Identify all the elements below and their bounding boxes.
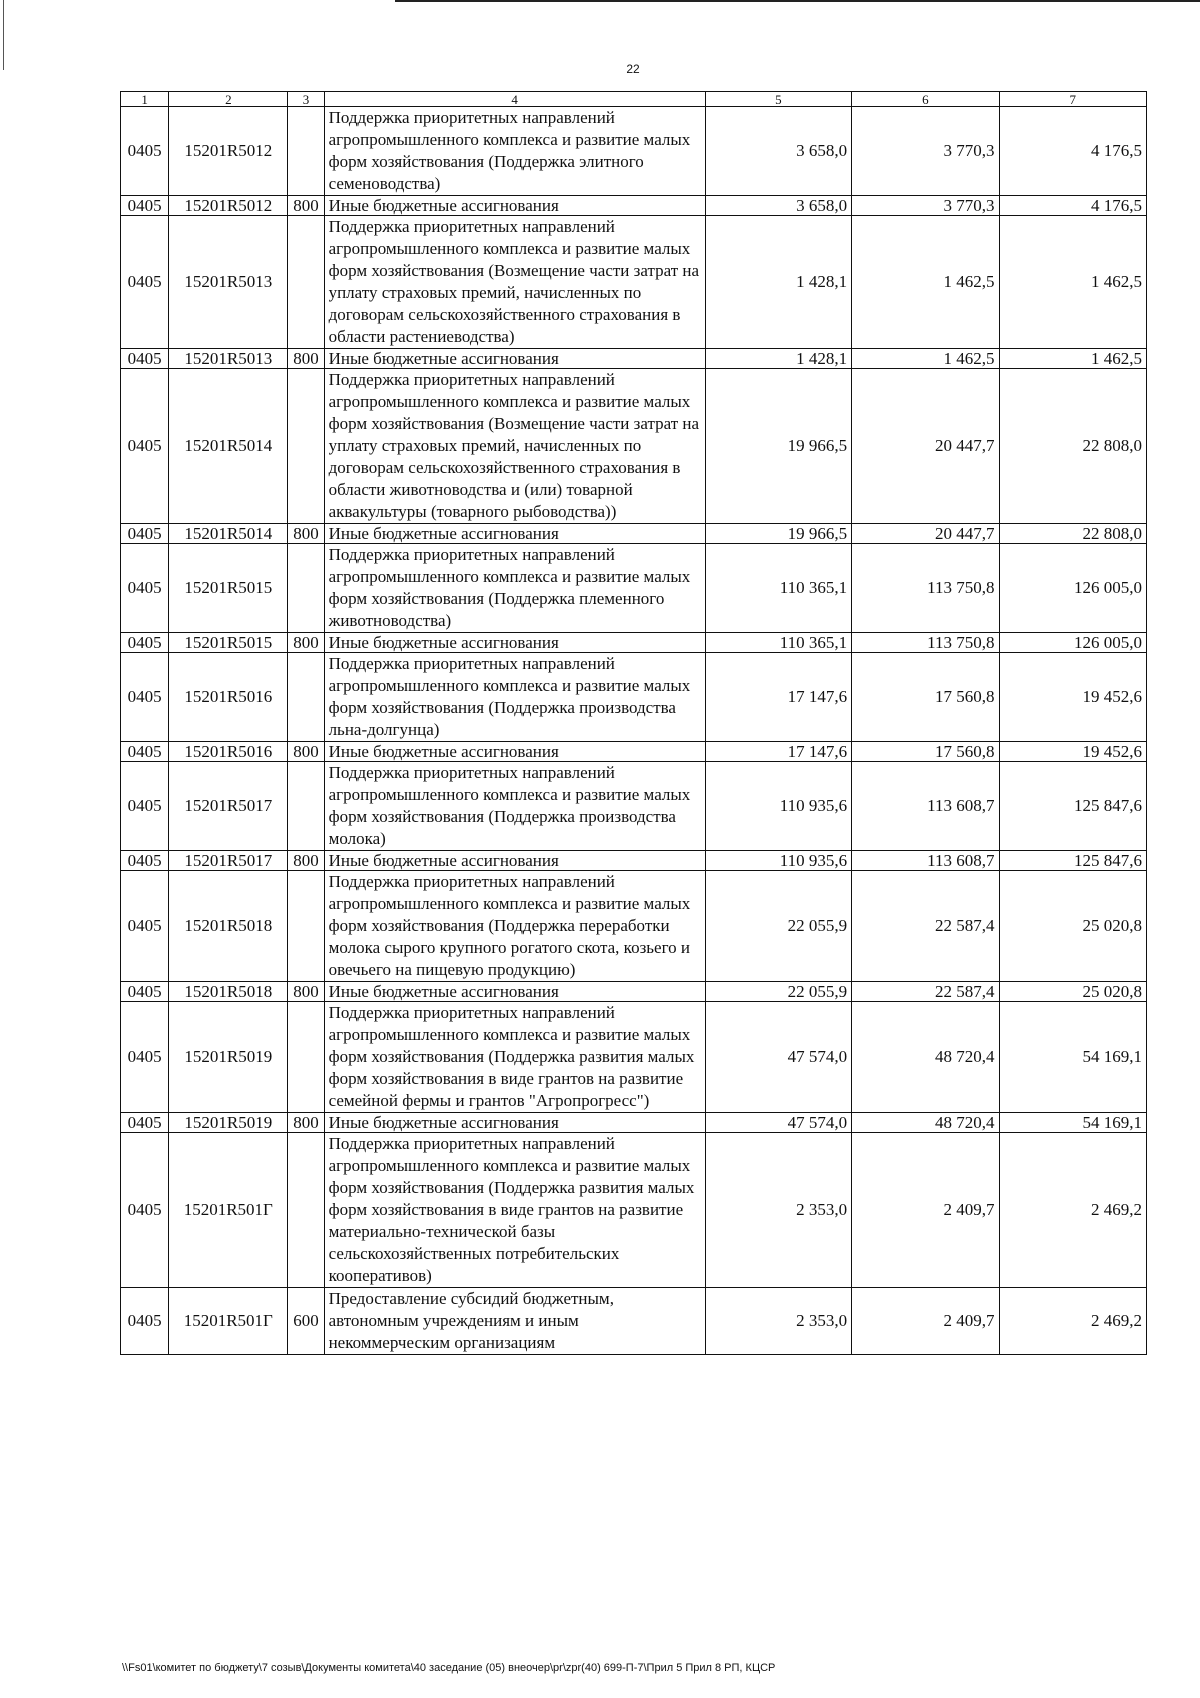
item-description: Иные бюджетные ассигнования: [324, 1113, 705, 1133]
column-header: 6: [852, 92, 999, 107]
target-article-code: 15201R5018: [169, 871, 288, 982]
column-header: 7: [999, 92, 1146, 107]
amount-col6: 113 750,8: [852, 633, 999, 653]
section-code: 0405: [121, 871, 169, 982]
target-article-code: 15201R5015: [169, 544, 288, 633]
section-code: 0405: [121, 1133, 169, 1288]
table-row: [121, 1113, 1147, 1133]
amount-col5: 1 428,1: [705, 216, 851, 349]
amount-col7: 125 847,6: [999, 762, 1146, 851]
amount-col5: 19 966,5: [705, 524, 851, 544]
budget-table: [120, 91, 1147, 1355]
section-code: 0405: [121, 742, 169, 762]
section-code: 0405: [121, 1002, 169, 1113]
section-code: 0405: [121, 196, 169, 216]
target-article-code: 15201R5015: [169, 633, 288, 653]
amount-col5: 17 147,6: [705, 742, 851, 762]
item-description: Поддержка приоритетных направлений агропромышленного комплекса и развитие малых форм хозяйствования (Поддержка производства льна-долгунца): [324, 653, 705, 742]
amount-col6: 2 409,7: [852, 1288, 999, 1355]
expense-type-code: 600: [288, 1288, 324, 1355]
section-code: 0405: [121, 1288, 169, 1355]
amount-col6: 113 608,7: [852, 851, 999, 871]
section-code: 0405: [121, 544, 169, 633]
item-description: Иные бюджетные ассигнования: [324, 851, 705, 871]
amount-col7: 1 462,5: [999, 216, 1146, 349]
amount-col6: 17 560,8: [852, 742, 999, 762]
table-row: [121, 1133, 1147, 1288]
table-row: [121, 1002, 1147, 1113]
amount-col5: 22 055,9: [705, 982, 851, 1002]
table-row: [121, 107, 1147, 196]
target-article-code: 15201R5014: [169, 524, 288, 544]
expense-type-code: [288, 1002, 324, 1113]
expense-type-code: [288, 653, 324, 742]
table-header-row: [121, 92, 1147, 107]
table-row: [121, 196, 1147, 216]
amount-col6: 1 462,5: [852, 349, 999, 369]
table-row: [121, 871, 1147, 982]
amount-col7: 22 808,0: [999, 524, 1146, 544]
expense-type-code: [288, 107, 324, 196]
amount-col5: 110 365,1: [705, 633, 851, 653]
section-code: 0405: [121, 1113, 169, 1133]
item-description: Поддержка приоритетных направлений агропромышленного комплекса и развитие малых форм хозяйствования (Поддержка племенного животноводства): [324, 544, 705, 633]
amount-col6: 17 560,8: [852, 653, 999, 742]
amount-col6: 22 587,4: [852, 982, 999, 1002]
target-article-code: 15201R5016: [169, 742, 288, 762]
section-code: 0405: [121, 851, 169, 871]
table-row: [121, 653, 1147, 742]
section-code: 0405: [121, 762, 169, 851]
amount-col7: 125 847,6: [999, 851, 1146, 871]
amount-col7: 2 469,2: [999, 1133, 1146, 1288]
amount-col5: 2 353,0: [705, 1288, 851, 1355]
amount-col5: 3 658,0: [705, 107, 851, 196]
item-description: Поддержка приоритетных направлений агропромышленного комплекса и развитие малых форм хозяйствования (Поддержка элитного семеноводства): [324, 107, 705, 196]
target-article-code: 15201R5019: [169, 1113, 288, 1133]
amount-col6: 20 447,7: [852, 524, 999, 544]
amount-col5: 47 574,0: [705, 1113, 851, 1133]
expense-type-code: 800: [288, 349, 324, 369]
target-article-code: 15201R5012: [169, 196, 288, 216]
amount-col6: 113 608,7: [852, 762, 999, 851]
amount-col7: 25 020,8: [999, 871, 1146, 982]
column-header: 4: [324, 92, 705, 107]
table-row: [121, 1288, 1147, 1355]
amount-col7: 19 452,6: [999, 742, 1146, 762]
amount-col7: 126 005,0: [999, 633, 1146, 653]
amount-col7: 4 176,5: [999, 107, 1146, 196]
table-row: [121, 851, 1147, 871]
item-description: Поддержка приоритетных направлений агропромышленного комплекса и развитие малых форм хозяйствования (Поддержка развития малых форм хозяйствования в виде грантов на развитие семейной фермы и грантов "Агропрогресс"): [324, 1002, 705, 1113]
expense-type-code: 800: [288, 524, 324, 544]
item-description: Поддержка приоритетных направлений агропромышленного комплекса и развитие малых форм хозяйствования (Возмещение части затрат на уплату страховых премий, начисленных по договорам сельскохозяйственного страхования в области растениеводства): [324, 216, 705, 349]
target-article-code: 15201R501Г: [169, 1133, 288, 1288]
expense-type-code: 800: [288, 851, 324, 871]
amount-col6: 2 409,7: [852, 1133, 999, 1288]
table-row: [121, 544, 1147, 633]
expense-type-code: 800: [288, 1113, 324, 1133]
amount-col5: 22 055,9: [705, 871, 851, 982]
target-article-code: 15201R5012: [169, 107, 288, 196]
amount-col5: 110 365,1: [705, 544, 851, 633]
expense-type-code: [288, 216, 324, 349]
table-row: [121, 349, 1147, 369]
column-header: 5: [705, 92, 851, 107]
table-row: [121, 742, 1147, 762]
expense-type-code: 800: [288, 742, 324, 762]
section-code: 0405: [121, 216, 169, 349]
item-description: Иные бюджетные ассигнования: [324, 633, 705, 653]
amount-col6: 113 750,8: [852, 544, 999, 633]
item-description: Иные бюджетные ассигнования: [324, 982, 705, 1002]
section-code: 0405: [121, 349, 169, 369]
expense-type-code: [288, 369, 324, 524]
item-description: Иные бюджетные ассигнования: [324, 196, 705, 216]
amount-col7: 54 169,1: [999, 1113, 1146, 1133]
amount-col6: 22 587,4: [852, 871, 999, 982]
section-code: 0405: [121, 524, 169, 544]
amount-col7: 2 469,2: [999, 1288, 1146, 1355]
amount-col5: 110 935,6: [705, 851, 851, 871]
item-description: Предоставление субсидий бюджетным, автономным учреждениям и иным некоммерческим организациям: [324, 1288, 705, 1355]
expense-type-code: [288, 762, 324, 851]
target-article-code: 15201R5017: [169, 851, 288, 871]
amount-col7: 4 176,5: [999, 196, 1146, 216]
column-header: 1: [121, 92, 169, 107]
amount-col6: 48 720,4: [852, 1002, 999, 1113]
expense-type-code: [288, 871, 324, 982]
table-row: [121, 369, 1147, 524]
expense-type-code: 800: [288, 982, 324, 1002]
item-description: Поддержка приоритетных направлений агропромышленного комплекса и развитие малых форм хозяйствования (Возмещение части затрат на уплату страховых премий, начисленных по договорам сельскохозяйственного страхования в области животноводства и (или) товарной аквакультуры (товарного рыбоводства)): [324, 369, 705, 524]
table-row: [121, 524, 1147, 544]
target-article-code: 15201R5017: [169, 762, 288, 851]
table-row: [121, 982, 1147, 1002]
expense-type-code: 800: [288, 633, 324, 653]
table-row: [121, 216, 1147, 349]
amount-col6: 48 720,4: [852, 1113, 999, 1133]
amount-col6: 20 447,7: [852, 369, 999, 524]
section-code: 0405: [121, 107, 169, 196]
item-description: Поддержка приоритетных направлений агропромышленного комплекса и развитие малых форм хозяйствования (Поддержка переработки молока сырого крупного рогатого скота, козьего и овечьего на пищевую продукцию): [324, 871, 705, 982]
item-description: Иные бюджетные ассигнования: [324, 349, 705, 369]
section-code: 0405: [121, 369, 169, 524]
expense-type-code: [288, 544, 324, 633]
item-description: Поддержка приоритетных направлений агропромышленного комплекса и развитие малых форм хозяйствования (Поддержка развития малых форм хозяйствования в виде грантов на развитие материально-технической базы сельскохозяйственных потребительских кооперативов): [324, 1133, 705, 1288]
amount-col5: 2 353,0: [705, 1133, 851, 1288]
table-row: [121, 762, 1147, 851]
amount-col6: 1 462,5: [852, 216, 999, 349]
item-description: Поддержка приоритетных направлений агропромышленного комплекса и развитие малых форм хозяйствования (Поддержка производства молока): [324, 762, 705, 851]
target-article-code: 15201R5013: [169, 349, 288, 369]
expense-type-code: 800: [288, 196, 324, 216]
target-article-code: 15201R5014: [169, 369, 288, 524]
item-description: Иные бюджетные ассигнования: [324, 524, 705, 544]
amount-col7: 22 808,0: [999, 369, 1146, 524]
amount-col7: 19 452,6: [999, 653, 1146, 742]
left-margin-line: [3, 0, 4, 70]
top-border-line: [395, 0, 1200, 2]
amount-col5: 47 574,0: [705, 1002, 851, 1113]
amount-col5: 1 428,1: [705, 349, 851, 369]
amount-col7: 126 005,0: [999, 544, 1146, 633]
target-article-code: 15201R501Г: [169, 1288, 288, 1355]
amount-col7: 54 169,1: [999, 1002, 1146, 1113]
amount-col5: 3 658,0: [705, 196, 851, 216]
expense-type-code: [288, 1133, 324, 1288]
column-header: 3: [288, 92, 324, 107]
section-code: 0405: [121, 653, 169, 742]
amount-col5: 19 966,5: [705, 369, 851, 524]
target-article-code: 15201R5016: [169, 653, 288, 742]
amount-col7: 1 462,5: [999, 349, 1146, 369]
item-description: Иные бюджетные ассигнования: [324, 742, 705, 762]
amount-col6: 3 770,3: [852, 196, 999, 216]
amount-col5: 110 935,6: [705, 762, 851, 851]
page-number: 22: [626, 62, 640, 76]
amount-col5: 17 147,6: [705, 653, 851, 742]
file-path-footer: \\Fs01\комитет по бюджету\7 созыв\Документы комитета\40 заседание (05) внеочер\pr\zpr(40) 699-П-7\Прил 5 Прил 8 РП, КЦСР: [122, 1662, 776, 1674]
column-header: 2: [169, 92, 288, 107]
amount-col7: 25 020,8: [999, 982, 1146, 1002]
section-code: 0405: [121, 633, 169, 653]
target-article-code: 15201R5019: [169, 1002, 288, 1113]
table-row: [121, 633, 1147, 653]
amount-col6: 3 770,3: [852, 107, 999, 196]
section-code: 0405: [121, 982, 169, 1002]
target-article-code: 15201R5013: [169, 216, 288, 349]
target-article-code: 15201R5018: [169, 982, 288, 1002]
